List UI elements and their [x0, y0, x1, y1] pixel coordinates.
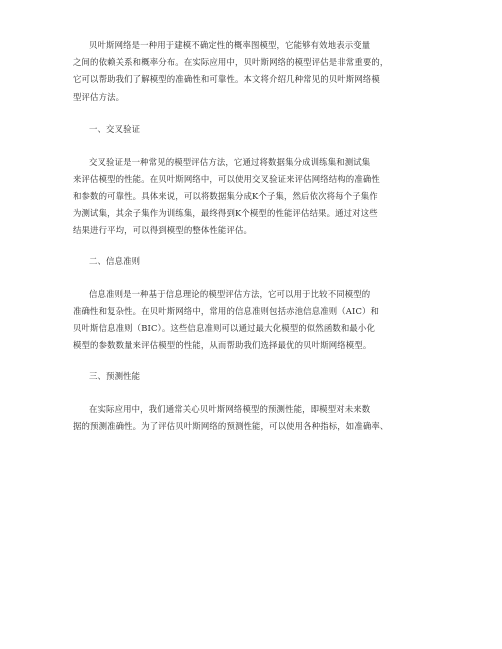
intro-line: 贝叶斯网络是一种用于建模不确定性的概率图模型，它能够有效地表示变量	[89, 40, 371, 50]
section-line: 准确性和复杂性。在贝叶斯网络中，常用的信息准则包括赤池信息准则（AIC）和	[73, 306, 380, 316]
section-line: 在实际应用中，我们通常关心贝叶斯网络模型的预测性能，即模型对未来数	[89, 404, 371, 414]
section-line: 来评估模型的性能。在贝叶斯网络中，可以使用交叉验证来评估网络结构的准确性	[73, 174, 380, 184]
section-line: 结果进行平均，可以得到模型的整体性能评估。	[73, 225, 253, 235]
section-line: 交叉验证是一种常见的模型评估方法，它通过将数据集分成训练集和测试集	[89, 157, 371, 167]
intro-line: 型评估方法。	[73, 92, 125, 102]
section-line: 模型的参数数量来评估模型的性能，从而帮助我们选择最优的贝叶斯网络模型。	[73, 340, 372, 350]
section-line: 为测试集，其余子集作为训练集，最终得到K个模型的性能评估结果。通过对这些	[73, 208, 378, 218]
section-heading: 二、信息准则	[89, 256, 141, 266]
section-heading: 三、预测性能	[89, 371, 141, 381]
section-heading: 一、交叉验证	[89, 124, 141, 134]
intro-line: 之间的依赖关系和概率分布。在实际应用中，贝叶斯网络的模型评估是非常重要的，	[73, 57, 389, 67]
section-line: 信息准则是一种基于信息理论的模型评估方法，它可以用于比较不同模型的	[89, 289, 371, 299]
section-line: 贝叶斯信息准则（BIC）。这些信息准则可以通过最大化模型的似然函数和最小化	[73, 323, 375, 333]
intro-line: 它可以帮助我们了解模型的准确性和可靠性。本文将介绍几种常见的贝叶斯网络模	[73, 74, 380, 84]
section-line: 据的预测准确性。为了评估贝叶斯网络的预测性能，可以使用各种指标，如准确率、	[73, 421, 389, 431]
section-line: 和参数的可靠性。具体来说，可以将数据集分成K个子集，然后依次将每个子集作	[73, 191, 378, 201]
